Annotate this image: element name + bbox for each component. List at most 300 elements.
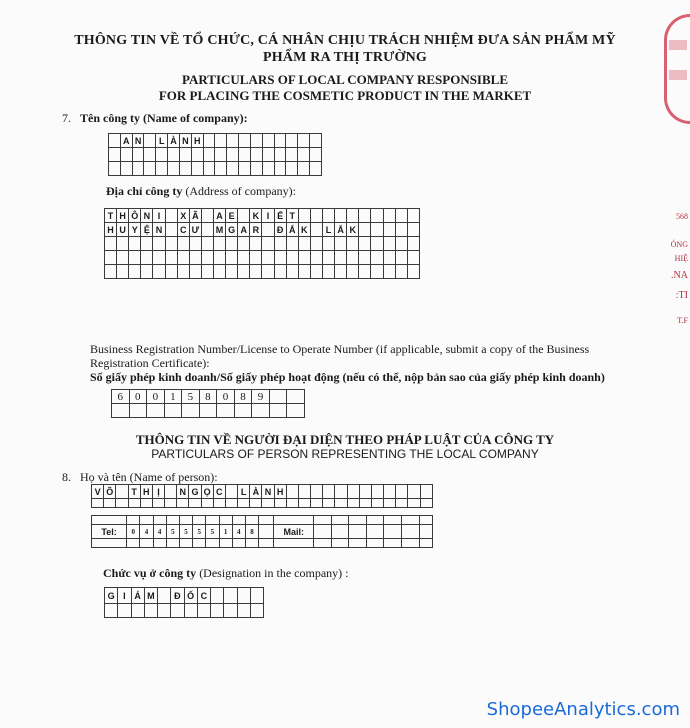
- person-name-blank-cell[interactable]: [116, 499, 128, 508]
- person-name-blank-cell[interactable]: [274, 499, 286, 508]
- person-name-blank-cell[interactable]: [238, 499, 250, 508]
- person-name-cell[interactable]: Õ: [104, 485, 116, 499]
- contact-blank-cell[interactable]: [331, 539, 349, 548]
- address-cell[interactable]: [383, 237, 395, 251]
- contact-blank-cell[interactable]: [166, 516, 179, 525]
- edge-text-fragment: HIỆ: [674, 254, 688, 263]
- person-name-blank-cell[interactable]: [165, 499, 177, 508]
- contact-blank-cell[interactable]: [384, 516, 402, 525]
- edge-text-fragment: ÓNG: [670, 240, 688, 249]
- person-name-blank-cell[interactable]: [396, 499, 408, 508]
- address-cell[interactable]: [238, 251, 250, 265]
- company-name-cell[interactable]: [215, 134, 227, 148]
- contact-cell[interactable]: [349, 525, 367, 539]
- contact-blank-cell[interactable]: [92, 516, 127, 525]
- contact-blank-cell[interactable]: [349, 516, 367, 525]
- company-name-cell[interactable]: [203, 134, 215, 148]
- person-name-cell[interactable]: [335, 485, 347, 499]
- designation-cell[interactable]: [158, 588, 171, 604]
- contact-cell[interactable]: [384, 525, 402, 539]
- address-cell[interactable]: [286, 237, 298, 251]
- address-cell[interactable]: [310, 209, 322, 223]
- address-cell[interactable]: [177, 265, 189, 279]
- address-cell[interactable]: [359, 209, 371, 223]
- address-cell[interactable]: [177, 237, 189, 251]
- person-name-blank-cell[interactable]: [177, 499, 189, 508]
- person-name-blank-cell[interactable]: [225, 499, 237, 508]
- tel-label[interactable]: Tel:: [92, 525, 127, 539]
- designation-cell[interactable]: C: [197, 588, 210, 604]
- address-cell[interactable]: L: [322, 223, 334, 237]
- contact-blank-cell[interactable]: [366, 516, 384, 525]
- address-cell[interactable]: [371, 223, 383, 237]
- contact-blank-cell[interactable]: [232, 539, 245, 548]
- contact-cell[interactable]: 5: [179, 525, 192, 539]
- person-name-blank-cell[interactable]: [189, 499, 201, 508]
- person-name-blank-cell[interactable]: [408, 499, 420, 508]
- company-name-cell[interactable]: [109, 134, 121, 148]
- address-cell[interactable]: [395, 251, 407, 265]
- address-cell[interactable]: [238, 237, 250, 251]
- contact-blank-cell[interactable]: [402, 539, 420, 548]
- address-cell[interactable]: [322, 251, 334, 265]
- contact-blank-cell[interactable]: [127, 516, 140, 525]
- person-name-blank-cell[interactable]: [298, 499, 310, 508]
- contact-cell[interactable]: [402, 525, 420, 539]
- section-7-number: 7.: [62, 111, 71, 125]
- contact-blank-cell[interactable]: [384, 539, 402, 548]
- address-cell[interactable]: [177, 251, 189, 265]
- designation-cell[interactable]: Ố: [184, 588, 197, 604]
- person-name-cell[interactable]: T: [128, 485, 140, 499]
- address-cell[interactable]: [141, 265, 153, 279]
- person-name-cell[interactable]: [286, 485, 298, 499]
- address-cell[interactable]: [359, 237, 371, 251]
- address-cell[interactable]: [371, 251, 383, 265]
- address-cell[interactable]: [117, 251, 129, 265]
- stamp-mark: [669, 70, 687, 80]
- address-cell[interactable]: [153, 251, 165, 265]
- person-name-cell[interactable]: H: [274, 485, 286, 499]
- address-cell[interactable]: [117, 265, 129, 279]
- contact-blank-cell[interactable]: [127, 539, 140, 548]
- address-cell[interactable]: [213, 265, 225, 279]
- address-cell[interactable]: [395, 237, 407, 251]
- designation-cell[interactable]: [250, 588, 263, 604]
- address-cell[interactable]: X: [177, 209, 189, 223]
- business-reg-grid: [111, 389, 305, 418]
- address-cell[interactable]: [310, 265, 322, 279]
- business-reg-cell[interactable]: 9: [252, 390, 270, 404]
- designation-cell[interactable]: I: [118, 588, 131, 604]
- person-name-blank-cell[interactable]: [384, 499, 396, 508]
- address-cell[interactable]: [262, 237, 274, 251]
- contact-blank-cell[interactable]: [314, 539, 332, 548]
- contact-blank-cell[interactable]: [193, 516, 206, 525]
- person-name-cell[interactable]: V: [92, 485, 104, 499]
- address-cell[interactable]: [383, 265, 395, 279]
- address-cell[interactable]: [165, 251, 177, 265]
- address-cell[interactable]: [359, 223, 371, 237]
- person-name-cell[interactable]: [420, 485, 432, 499]
- contact-blank-cell[interactable]: [179, 539, 192, 548]
- address-cell[interactable]: [105, 237, 117, 251]
- mail-label[interactable]: Mail:: [274, 525, 314, 539]
- person-name-cell[interactable]: [359, 485, 371, 499]
- address-cell[interactable]: [201, 237, 213, 251]
- contact-blank-cell[interactable]: [206, 539, 219, 548]
- address-cell[interactable]: I: [153, 209, 165, 223]
- company-name-cell[interactable]: [274, 134, 286, 148]
- person-name-cell[interactable]: [347, 485, 359, 499]
- business-reg-cell[interactable]: 0: [217, 390, 235, 404]
- contact-blank-cell[interactable]: [274, 516, 314, 525]
- person-name-blank-cell[interactable]: [201, 499, 213, 508]
- address-cell[interactable]: Ã: [189, 209, 201, 223]
- address-cell[interactable]: T: [286, 209, 298, 223]
- address-cell[interactable]: [298, 209, 310, 223]
- contact-cell[interactable]: [314, 525, 332, 539]
- address-cell[interactable]: [359, 251, 371, 265]
- address-cell[interactable]: G: [226, 223, 238, 237]
- address-cell[interactable]: [213, 237, 225, 251]
- address-cell[interactable]: [105, 251, 117, 265]
- address-cell[interactable]: [165, 265, 177, 279]
- address-cell[interactable]: [201, 265, 213, 279]
- contact-cell[interactable]: 5: [206, 525, 219, 539]
- address-cell[interactable]: [407, 223, 419, 237]
- address-cell[interactable]: [407, 209, 419, 223]
- person-name-blank-cell[interactable]: [359, 499, 371, 508]
- address-cell[interactable]: K: [250, 209, 262, 223]
- business-reg-cell[interactable]: 5: [182, 390, 200, 404]
- company-name-cell[interactable]: [298, 134, 310, 148]
- address-cell[interactable]: [238, 265, 250, 279]
- address-cell[interactable]: [347, 237, 359, 251]
- contact-blank-cell[interactable]: [179, 516, 192, 525]
- address-cell[interactable]: [347, 251, 359, 265]
- contact-cell[interactable]: [366, 525, 384, 539]
- person-name-blank-cell[interactable]: [371, 499, 383, 508]
- person-name-cell[interactable]: [396, 485, 408, 499]
- address-cell[interactable]: H: [105, 223, 117, 237]
- address-cell[interactable]: [407, 265, 419, 279]
- address-cell[interactable]: [274, 237, 286, 251]
- contact-blank-cell[interactable]: [153, 516, 166, 525]
- contact-grid: [91, 515, 433, 548]
- company-name-cell[interactable]: A: [120, 134, 132, 148]
- contact-cell[interactable]: 1: [219, 525, 232, 539]
- address-cell[interactable]: [322, 209, 334, 223]
- address-cell[interactable]: M: [213, 223, 225, 237]
- address-cell[interactable]: [274, 251, 286, 265]
- designation-cell[interactable]: Đ: [171, 588, 184, 604]
- person-name-cell[interactable]: [371, 485, 383, 499]
- business-reg-cell[interactable]: 8: [199, 390, 217, 404]
- business-reg-cell[interactable]: [287, 390, 305, 404]
- contact-blank-cell[interactable]: [193, 539, 206, 548]
- contact-blank-cell[interactable]: [232, 516, 245, 525]
- designation-cell[interactable]: M: [144, 588, 157, 604]
- company-name-cell[interactable]: N: [179, 134, 191, 148]
- address-cell[interactable]: [189, 265, 201, 279]
- contact-cell[interactable]: [419, 525, 432, 539]
- address-cell[interactable]: Ệ: [141, 223, 153, 237]
- address-cell[interactable]: U: [117, 223, 129, 237]
- company-name-cell[interactable]: [262, 134, 274, 148]
- business-reg-cell[interactable]: 0: [129, 390, 147, 404]
- address-cell[interactable]: [335, 251, 347, 265]
- address-cell[interactable]: [347, 209, 359, 223]
- company-name-cell[interactable]: L: [156, 134, 168, 148]
- address-cell[interactable]: [335, 265, 347, 279]
- address-cell[interactable]: [105, 265, 117, 279]
- address-cell[interactable]: [165, 237, 177, 251]
- address-cell[interactable]: H: [117, 209, 129, 223]
- shopee-analytics-watermark: ShopeeAnalytics.com: [486, 699, 680, 720]
- contact-cell[interactable]: 4: [140, 525, 153, 539]
- address-cell[interactable]: A: [238, 223, 250, 237]
- person-name-cell[interactable]: [311, 485, 323, 499]
- address-cell[interactable]: [286, 251, 298, 265]
- person-name-blank-cell[interactable]: [286, 499, 298, 508]
- contact-blank-cell[interactable]: [349, 539, 367, 548]
- address-cell[interactable]: [262, 265, 274, 279]
- address-cell[interactable]: [322, 265, 334, 279]
- stamp-mark: [669, 40, 687, 50]
- person-name-cell[interactable]: [225, 485, 237, 499]
- business-reg-cell[interactable]: 1: [164, 390, 182, 404]
- address-cell[interactable]: [201, 251, 213, 265]
- address-cell[interactable]: [153, 237, 165, 251]
- address-cell[interactable]: [359, 265, 371, 279]
- edge-text-fragment: .NA: [671, 270, 688, 281]
- address-cell[interactable]: I: [262, 209, 274, 223]
- designation-cell[interactable]: Á: [131, 588, 144, 604]
- address-cell[interactable]: [383, 209, 395, 223]
- contact-cell[interactable]: [331, 525, 349, 539]
- contact-cell[interactable]: 8: [245, 525, 258, 539]
- person-name-cell[interactable]: [408, 485, 420, 499]
- address-cell[interactable]: [310, 223, 322, 237]
- person-name-cell[interactable]: [298, 485, 310, 499]
- address-cell[interactable]: [238, 209, 250, 223]
- contact-blank-cell[interactable]: [245, 516, 258, 525]
- contact-blank-cell[interactable]: [402, 516, 420, 525]
- designation-cell[interactable]: [211, 588, 224, 604]
- contact-blank-cell[interactable]: [259, 516, 274, 525]
- person-name-blank-cell[interactable]: [262, 499, 274, 508]
- contact-blank-cell[interactable]: [419, 539, 432, 548]
- address-cell[interactable]: [262, 223, 274, 237]
- person-name-blank-cell[interactable]: [335, 499, 347, 508]
- address-cell[interactable]: Ô: [129, 209, 141, 223]
- contact-cell[interactable]: [259, 525, 274, 539]
- address-cell[interactable]: [226, 237, 238, 251]
- company-name-cell[interactable]: [227, 134, 239, 148]
- address-cell[interactable]: [274, 265, 286, 279]
- business-reg-cell[interactable]: [269, 390, 287, 404]
- contact-blank-cell[interactable]: [140, 516, 153, 525]
- person-name-cell[interactable]: G: [189, 485, 201, 499]
- address-cell[interactable]: [371, 209, 383, 223]
- address-cell[interactable]: [250, 251, 262, 265]
- designation-cell[interactable]: G: [105, 588, 118, 604]
- person-name-blank-cell[interactable]: [92, 499, 104, 508]
- contact-blank-cell[interactable]: [219, 539, 232, 548]
- address-cell[interactable]: K: [347, 223, 359, 237]
- person-name-cell[interactable]: Ọ: [201, 485, 213, 499]
- address-cell[interactable]: [286, 265, 298, 279]
- person-name-blank-cell[interactable]: [323, 499, 335, 508]
- address-cell[interactable]: T: [105, 209, 117, 223]
- company-name-cell[interactable]: [250, 134, 262, 148]
- address-cell[interactable]: N: [141, 209, 153, 223]
- contact-blank-cell[interactable]: [331, 516, 349, 525]
- address-cell[interactable]: [201, 223, 213, 237]
- business-reg-cell[interactable]: 8: [234, 390, 252, 404]
- person-name-blank-cell[interactable]: [213, 499, 225, 508]
- address-cell[interactable]: Ế: [274, 209, 286, 223]
- address-cell[interactable]: [226, 251, 238, 265]
- address-cell[interactable]: R: [250, 223, 262, 237]
- contact-cell[interactable]: 4: [232, 525, 245, 539]
- company-name-cell[interactable]: N: [132, 134, 144, 148]
- address-cell[interactable]: N: [153, 223, 165, 237]
- contact-cell[interactable]: 5: [193, 525, 206, 539]
- address-cell[interactable]: [298, 237, 310, 251]
- address-cell[interactable]: [165, 223, 177, 237]
- edge-text-fragment: T.F: [677, 316, 688, 325]
- person-name-cell[interactable]: À: [250, 485, 262, 499]
- address-cell[interactable]: [213, 251, 225, 265]
- address-cell[interactable]: [153, 265, 165, 279]
- designation-grid: [104, 587, 264, 618]
- address-cell[interactable]: [310, 237, 322, 251]
- contact-blank-cell[interactable]: [92, 539, 127, 548]
- contact-blank-cell[interactable]: [206, 516, 219, 525]
- person-name-blank-cell[interactable]: [140, 499, 152, 508]
- address-cell[interactable]: Y: [129, 223, 141, 237]
- company-name-cell[interactable]: [239, 134, 251, 148]
- address-cell[interactable]: [141, 237, 153, 251]
- address-cell[interactable]: [129, 251, 141, 265]
- address-cell[interactable]: Ắ: [286, 223, 298, 237]
- person-name-cell[interactable]: [116, 485, 128, 499]
- company-name-cell[interactable]: [144, 134, 156, 148]
- address-cell[interactable]: Ắ: [335, 223, 347, 237]
- address-cell[interactable]: [141, 251, 153, 265]
- contact-cell[interactable]: 0: [127, 525, 140, 539]
- contact-blank-cell[interactable]: [419, 516, 432, 525]
- address-cell[interactable]: Ư: [189, 223, 201, 237]
- address-cell[interactable]: [129, 237, 141, 251]
- contact-cell[interactable]: 5: [166, 525, 179, 539]
- address-cell[interactable]: [117, 237, 129, 251]
- address-cell[interactable]: [383, 251, 395, 265]
- contact-blank-cell[interactable]: [274, 539, 314, 548]
- person-name-blank-cell[interactable]: [311, 499, 323, 508]
- contact-blank-cell[interactable]: [366, 539, 384, 548]
- address-cell[interactable]: [189, 237, 201, 251]
- designation-cell[interactable]: [237, 588, 250, 604]
- business-reg-cell[interactable]: 6: [112, 390, 130, 404]
- address-cell[interactable]: [129, 265, 141, 279]
- contact-cell[interactable]: 4: [153, 525, 166, 539]
- contact-blank-cell[interactable]: [166, 539, 179, 548]
- address-cell[interactable]: [322, 237, 334, 251]
- company-name-cell[interactable]: À: [168, 134, 180, 148]
- address-cell[interactable]: E: [226, 209, 238, 223]
- person-name-cell[interactable]: [323, 485, 335, 499]
- person-name-blank-cell[interactable]: [420, 499, 432, 508]
- person-name-blank-cell[interactable]: [128, 499, 140, 508]
- address-cell[interactable]: [165, 209, 177, 223]
- person-name-cell[interactable]: Ị: [152, 485, 164, 499]
- address-cell[interactable]: [383, 223, 395, 237]
- person-name-cell[interactable]: C: [213, 485, 225, 499]
- address-cell[interactable]: [335, 209, 347, 223]
- company-name-cell[interactable]: H: [191, 134, 203, 148]
- contact-blank-cell[interactable]: [314, 516, 332, 525]
- person-name-blank-cell[interactable]: [104, 499, 116, 508]
- address-cell[interactable]: [310, 251, 322, 265]
- address-cell[interactable]: [335, 237, 347, 251]
- person-name-cell[interactable]: L: [238, 485, 250, 499]
- person-name-blank-cell[interactable]: [250, 499, 262, 508]
- person-name-blank-cell[interactable]: [152, 499, 164, 508]
- person-name-cell[interactable]: [384, 485, 396, 499]
- contact-blank-cell[interactable]: [245, 539, 258, 548]
- person-name-cell[interactable]: N: [262, 485, 274, 499]
- address-cell[interactable]: C: [177, 223, 189, 237]
- address-label: Địa chỉ công ty (Address of company):: [106, 184, 296, 198]
- address-cell[interactable]: [298, 265, 310, 279]
- company-name-cell[interactable]: [286, 134, 298, 148]
- contact-blank-cell[interactable]: [153, 539, 166, 548]
- address-cell[interactable]: [395, 265, 407, 279]
- address-cell[interactable]: [395, 209, 407, 223]
- company-name-cell[interactable]: [310, 134, 322, 148]
- address-cell[interactable]: [298, 251, 310, 265]
- contact-blank-cell[interactable]: [259, 539, 274, 548]
- address-cell[interactable]: [250, 265, 262, 279]
- address-cell[interactable]: [262, 251, 274, 265]
- person-name-cell[interactable]: N: [177, 485, 189, 499]
- contact-blank-cell[interactable]: [140, 539, 153, 548]
- address-cell[interactable]: Đ: [274, 223, 286, 237]
- address-cell[interactable]: [371, 237, 383, 251]
- address-cell[interactable]: [201, 209, 213, 223]
- business-reg-cell[interactable]: 0: [147, 390, 165, 404]
- address-cell[interactable]: [407, 237, 419, 251]
- address-cell[interactable]: [347, 265, 359, 279]
- contact-blank-cell[interactable]: [219, 516, 232, 525]
- address-cell[interactable]: K: [298, 223, 310, 237]
- designation-cell[interactable]: [224, 588, 237, 604]
- person-name-cell[interactable]: [165, 485, 177, 499]
- person-name-blank-cell[interactable]: [347, 499, 359, 508]
- address-cell[interactable]: [226, 265, 238, 279]
- address-cell[interactable]: [250, 237, 262, 251]
- address-cell[interactable]: [395, 223, 407, 237]
- person-name-cell[interactable]: H: [140, 485, 152, 499]
- title-english-line2: FOR PLACING THE COSMETIC PRODUCT IN THE MARKET: [158, 88, 532, 103]
- address-cell[interactable]: A: [213, 209, 225, 223]
- address-cell[interactable]: [407, 251, 419, 265]
- address-cell[interactable]: [189, 251, 201, 265]
- address-cell[interactable]: [371, 265, 383, 279]
